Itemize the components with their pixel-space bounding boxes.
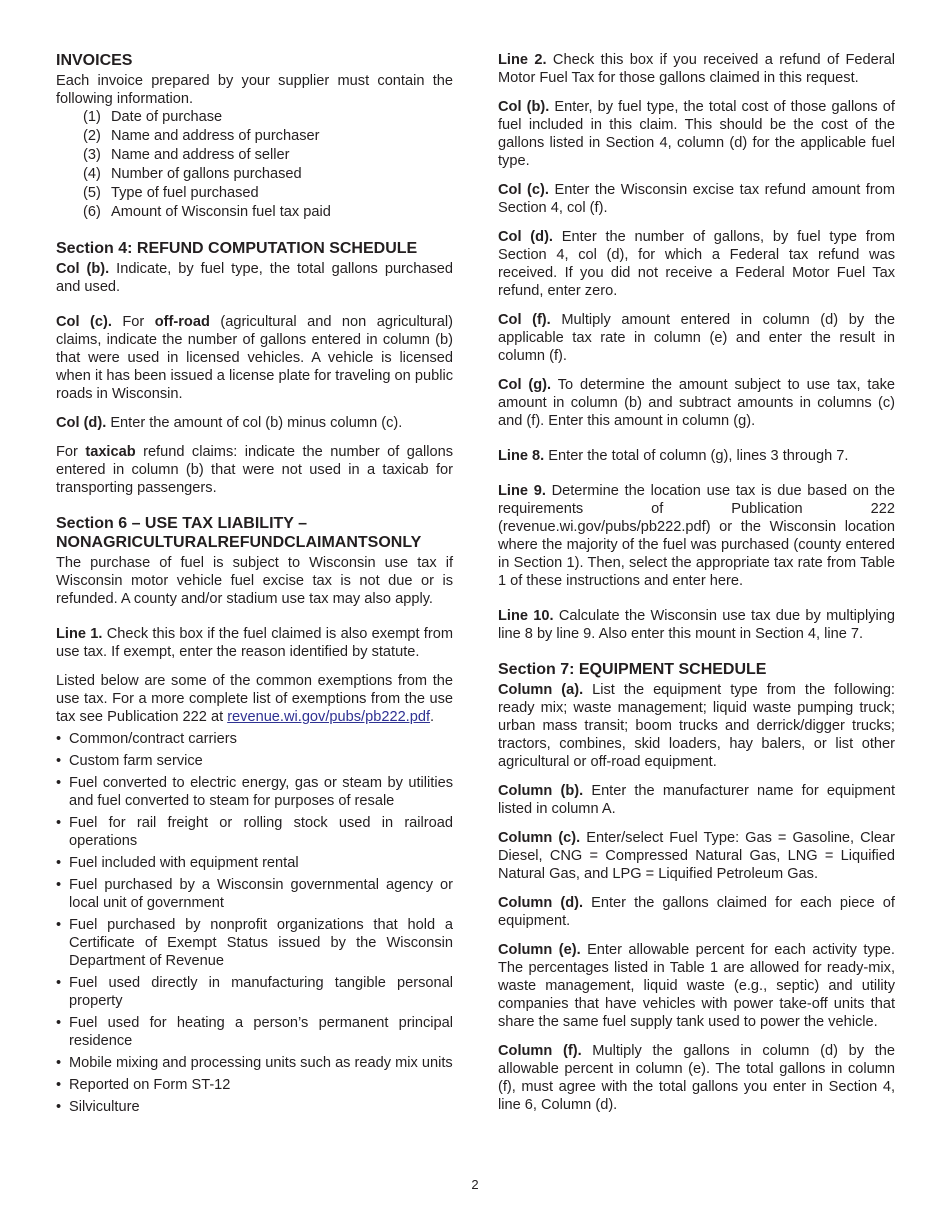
col-c-instruction: Col (c). Enter the Wisconsin excise tax refund amount from Section 4, col (f). — [498, 182, 895, 216]
line2-instruction: Line 2. Check this box if you received a refund of Federal Motor Fuel Tax for those gallons claimed in this request. — [498, 52, 895, 86]
section7-col-e: Column (e). Enter allowable percent for each activity type. The percentages listed in Table 1 are allowed for ready-mix, waste management, liquid waste (e.g., septic) and utility companies that have vehicles with power take-off units that share the same fuel supply tank used to power the vehicle. — [498, 942, 895, 1030]
col-g-instruction: Col (g). To determine the amount subject to use tax, take amount in column (b) and subtract amounts in columns (c) and (f). Enter this amount in column (g). — [498, 377, 895, 429]
section4-col-b: Col (b). Indicate, by fuel type, the total gallons purchased and used. — [56, 261, 453, 295]
invoices-intro: Each invoice prepared by your supplier must contain the following information. — [56, 73, 453, 107]
list-item: (6) Amount of Wisconsin fuel tax paid — [83, 204, 331, 220]
exemptions-list — [56, 730, 453, 1116]
list-item: • Reported on Form ST-12 — [56, 1076, 453, 1094]
col-b-instruction: Col (b). Enter, by fuel type, the total cost of those gallons of fuel included in this claim. This should be the cost of the gallons listed in Section 4, column (d) for the applicable fuel type. — [498, 99, 895, 169]
line10-instruction: Line 10. Calculate the Wisconsin use tax due by multiplying line 8 by line 9. Also enter this mount in Section 4, line 7. — [498, 608, 896, 642]
section6-intro: The purchase of fuel is subject to Wisconsin use tax if Wisconsin motor vehicle fuel excise tax is not due or is refunded. A county and/or stadium use tax may also apply. — [56, 555, 453, 607]
invoices-heading: INVOICES — [56, 52, 133, 69]
right-column — [498, 51, 895, 1114]
col-f-instruction: Col (f). Multiply amount entered in column (d) by the applicable tax rate in column (e) and enter the result in column (f). — [498, 312, 895, 364]
page-number: 2 — [471, 1177, 479, 1192]
list-item: (1) Date of purchase — [83, 109, 223, 125]
list-item: • Common/contract carriers — [56, 730, 453, 748]
left-column — [56, 51, 453, 1120]
section6-exemptions-intro: Listed below are some of the common exemptions from the use tax. For a more complete list of exemptions from the use tax see Publication 222 at revenue.wi.gov/pubs/pb222.pdf. — [56, 673, 453, 725]
list-item: • Fuel for rail freight or rolling stock used in railroad operations — [56, 814, 453, 850]
list-item: (4) Number of gallons purchased — [83, 166, 302, 182]
section6-line1: Line 1. Check this box if the fuel claimed is also exempt from use tax. If exempt, enter the reason identified by statute. — [56, 626, 453, 660]
line9-instruction: Line 9. Determine the location use tax is due based on the requirements of Publication 222 (revenue.wi.gov/pubs/pb222.pdf) or the Wisconsin location where the majority of the fuel was purchased (county entered in Section 1). Then, select the appropriate tax rate from Table 1 of these instructions and enter here. — [498, 483, 895, 589]
list-item: • Mobile mixing and processing units such as ready mix units — [56, 1054, 453, 1072]
list-item: (3) Name and address of seller — [83, 147, 290, 163]
section6-heading: Section 6 – USE TAX LIABILITY – NONAGRICULTURALREFUNDCLAIMANTSONLY — [56, 515, 422, 551]
list-item: • Fuel converted to electric energy, gas or steam by utilities and fuel converted to steam for purposes of resale — [56, 774, 453, 810]
list-item: • Fuel purchased by a Wisconsin governmental agency or local unit of government — [56, 876, 453, 912]
section4-col-d: Col (d). Enter the amount of col (b) minus column (c). — [56, 415, 403, 431]
section7-col-a: Column (a). List the equipment type from the following: ready mix; waste management; liquid waste pumping truck; urban mass transit; boom trucks and derrick/digger trucks; tractors, combines, skid loaders, hay balers, or list other agricultural or off-road equipment. — [498, 682, 895, 770]
list-item: (5) Type of fuel purchased — [83, 185, 259, 201]
list-item: (2) Name and address of purchaser — [83, 128, 320, 144]
list-item: • Silviculture — [56, 1098, 453, 1116]
invoice-requirements-list — [56, 108, 453, 221]
section4-taxicab: For taxicab refund claims: indicate the number of gallons entered in column (b) that were not used in a taxicab for transporting passengers. — [56, 444, 453, 496]
section7-col-d: Column (d). Enter the gallons claimed for each piece of equipment. — [498, 895, 895, 929]
list-item: • Fuel used directly in manufacturing tangible personal property — [56, 974, 453, 1010]
section7-heading: Section 7: EQUIPMENT SCHEDULE — [498, 661, 767, 678]
section4-col-c: Col (c). For off-road (agricultural and non agricultural) claims, indicate the number of gallons entered in column (b) that were used in licensed vehicles. A vehicle is licensed when it has been issued a license plate for traveling on public roads in Wisconsin. — [56, 314, 453, 402]
publication-222-link[interactable]: revenue.wi.gov/pubs/pb222.pdf — [227, 709, 431, 725]
list-item: • Fuel purchased by nonprofit organizations that hold a Certificate of Exempt Status issued by the Wisconsin Department of Revenue — [56, 916, 453, 970]
list-item: • Custom farm service — [56, 752, 453, 770]
section7-col-c: Column (c). Enter/select Fuel Type: Gas = Gasoline, Clear Diesel, CNG = Compressed Natural Gas, LNG = Liquified Natural Gas, and LPG = Liquified Petroleum Gas. — [498, 830, 895, 882]
list-item: • Fuel included with equipment rental — [56, 854, 453, 872]
list-item: • Fuel used for heating a person’s permanent principal residence — [56, 1014, 453, 1050]
col-d-instruction: Col (d). Enter the number of gallons, by fuel type from Section 4, col (d), for which a Federal tax refund was received. If you did not receive a Federal Motor Fuel Tax refund, enter zero. — [498, 229, 895, 299]
section7-col-b: Column (b). Enter the manufacturer name for equipment listed in column A. — [498, 783, 895, 817]
section7-col-f: Column (f). Multiply the gallons in column (d) by the allowable percent in column (e). The total gallons in column (f), must agree with the total gallons you enter in Section 4, line 6, Column (d). — [498, 1043, 895, 1113]
line8-instruction: Line 8. Enter the total of column (g), lines 3 through 7. — [498, 448, 849, 464]
section4-heading: Section 4: REFUND COMPUTATION SCHEDULE — [56, 240, 418, 257]
